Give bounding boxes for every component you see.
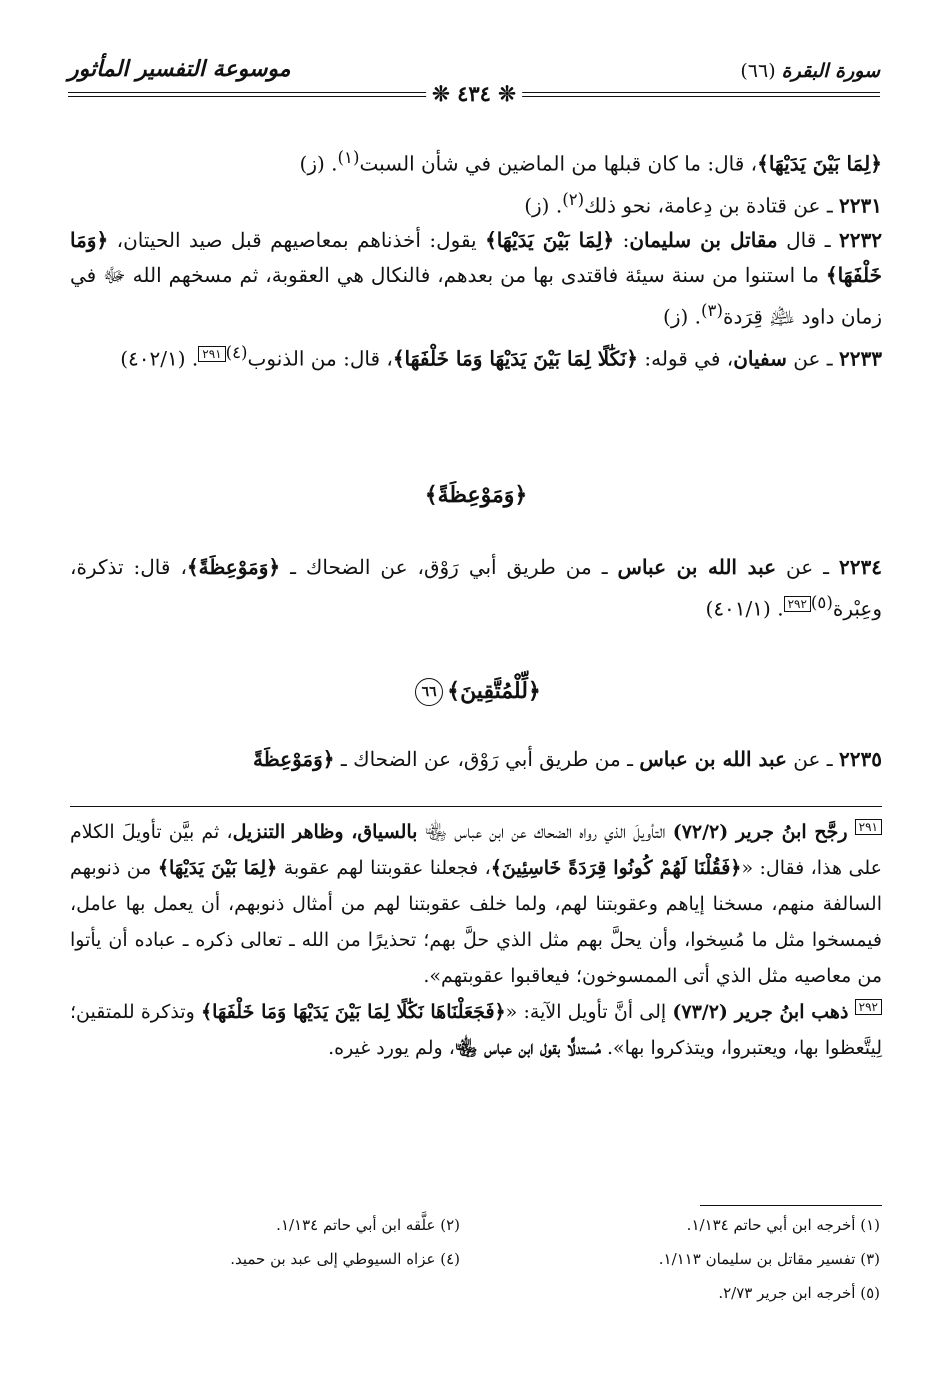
surah-header bbox=[740, 60, 880, 82]
footnote-2: (٢) علَّقه ابن أبي حاتم ١/١٣٤. bbox=[276, 1216, 460, 1234]
footnote-marker: (٥) bbox=[810, 593, 833, 612]
footnote-marker: (١) bbox=[337, 148, 360, 167]
entry-2232: ٢٢٣٢ ـ قال مقاتل بن سليمان: ﴿لِمَا بَيْنَ يَدَيْهَا﴾ يقول: أخذناهم بمعاصيهم قبل صيد الحيتان، ﴿وَمَا خَلْفَهَا﴾ ما استنوا من سنة سيئة فاقتدى بها من بعدهم، فالنكال هي العقوبة، ثم مسخهم الله ﷻ في زمان داود ﵇ قِرَدة$^{(٣)}$. (ز) bbox=[70, 228, 882, 329]
page-header bbox=[68, 56, 880, 116]
section-heading: ﴿وَمَوْعِظَةً﴾ bbox=[424, 482, 528, 508]
quran-quote: ﴿لِمَا بَيْنَ يَدَيْهَا﴾ bbox=[485, 228, 615, 253]
footnote-3: (٣) تفسير مقاتل بن سليمان ١/١١٣. bbox=[658, 1250, 880, 1268]
page-number: ❊ ٤٣٤ ❊ bbox=[426, 81, 522, 106]
book-title: موسوعة التفسير المأثور bbox=[68, 56, 291, 82]
footnote-1: (١) أخرجه ابن أبي حاتم ١/١٣٤. bbox=[686, 1216, 880, 1234]
entry-2235: ٢٢٣٥ ـ عن عبد الله بن عباس ـ من طريق أبي رَوْق، عن الضحاك ـ ﴿وَمَوْعِظَةً bbox=[253, 747, 882, 771]
footnotes-rule bbox=[700, 1205, 882, 1206]
entries-top bbox=[70, 140, 882, 377]
entry-2233: ٢٢٣٣ ـ عن سفيان، في قوله: ﴿نَكَٰلًا لِمَا بَيْنَ يَدَيْهَا وَمَا خَلْفَهَا﴾، قال: من الذنوب$^{(٤)}$٢٩١. (٤٠٢/١) bbox=[120, 342, 882, 371]
entry-number: ٢٢٣١ bbox=[839, 193, 882, 218]
entry-continued: ﴿لِمَا بَيْنَ يَدَيْهَا﴾، قال: ما كان قبلها من الماضين في شأن السبت$^{(١)}$. (ز) bbox=[299, 148, 882, 176]
verse-number: (٦٦) bbox=[740, 60, 776, 82]
surah-name: سورة البقرة bbox=[781, 60, 880, 82]
note-reference-box: ٢٩٢ bbox=[784, 596, 811, 612]
quran-quote: ﴿وَمَوْعِظَةً bbox=[253, 747, 335, 771]
quran-quote: ﴿لِمَا بَيْنَ يَدَيْهَا﴾ bbox=[757, 151, 882, 176]
footnote-marker: (٣) bbox=[701, 301, 723, 321]
quran-quote: ﴿وَمَوْعِظَةً﴾ bbox=[186, 555, 281, 579]
quran-quote: ﴿نَكَٰلًا لِمَا بَيْنَ يَدَيْهَا وَمَا خَلْفَهَا﴾ bbox=[392, 346, 639, 371]
editor-notes bbox=[70, 814, 882, 1066]
entry-number: ٢٢٣٥ bbox=[839, 747, 882, 771]
entry-number: ٢٢٣٣ bbox=[839, 346, 882, 371]
quran-quote: ﴿وَمَا خَلْفَهَا﴾ bbox=[70, 228, 882, 288]
footnote-marker: (٢) bbox=[562, 189, 585, 209]
notes-separator bbox=[70, 806, 882, 807]
footnote-5: (٥) أخرجه ابن جرير ٢/٧٣. bbox=[718, 1284, 880, 1302]
verse-number-icon: ٦٦ bbox=[415, 678, 443, 706]
narrator-name: سفيان bbox=[733, 346, 787, 371]
narrator-name: مقاتل بن سليمان bbox=[629, 228, 778, 253]
section-heading-2: ﴿لِّلْمُتَّقِينَ﴾٦٦ bbox=[70, 678, 882, 706]
note-reference-box: ٢٩١ bbox=[198, 346, 225, 362]
narrator-name: عبد الله بن عباس bbox=[639, 747, 787, 771]
quran-quote: ﴿لِمَا بَيْنَ يَدَيْهَا﴾ bbox=[157, 857, 278, 879]
entry-2234: ٢٢٣٤ ـ عن عبد الله بن عباس ـ من طريق أبي رَوْق، عن الضحاك ـ ﴿وَمَوْعِظَةً﴾، قال: تذكرة، وعِبْرة$^{(٥)}$٢٩٢. (٤٠١/١) bbox=[70, 555, 882, 621]
note-292: ٢٩٢ ذهب ابنُ جرير (٧٣/٢) إلى أنَّ تأويل الآية: «﴿فَجَعَلْنَاهَا نَكَٰلًا لِمَا بَيْنَ يَدَيْهَا وَمَا خَلْفَهَا﴾ وتذكرة للمتقين؛ لِيتَّعظوا بها، ويعتبروا، ويتذكروا بها». مُستدلًّا بقول ابن عباس ﵄، ولم يورد غيره. bbox=[70, 999, 882, 1059]
footnote-4: (٤) عزاه السيوطي إلى عبد بن حميد. bbox=[230, 1250, 460, 1268]
note-reference-box: ٢٩٢ bbox=[855, 999, 882, 1015]
footnote-marker: (٤) bbox=[225, 342, 248, 362]
entry-2231: ٢٢٣١ ـ عن قتادة بن دِعامة، نحو ذلك$^{(٢)}$. (ز) bbox=[524, 189, 882, 218]
quran-quote: ﴿فَجَعَلْنَاهَا نَكَٰلًا لِمَا بَيْنَ يَدَيْهَا وَمَا خَلْفَهَا﴾ bbox=[200, 1001, 506, 1023]
entry-number: ٢٢٣٢ bbox=[839, 228, 882, 253]
entry-number: ٢٢٣٤ bbox=[839, 555, 882, 579]
quran-quote: ﴿فَقُلْنَا لَهُمْ كُونُوا قِرَدَةً خَاسِئِينَ﴾ bbox=[490, 857, 742, 879]
note-291: ٢٩١ رجَّح ابنُ جرير (٧٢/٢) التأويلَ الذي رواه الضحاك عن ابن عباس ﵄ بالسياق، وظاهر التنزيل، ثم بيَّن تأويلَ الكلام على هذا، فقال: «﴿فَقُلْنَا لَهُمْ كُونُوا قِرَدَةً خَاسِئِينَ﴾، فجعلنا عقوبتنا لهم عقوبة ﴿لِمَا بَيْنَ يَدَيْهَا﴾ من ذنوبهم السالفة منهم، مسخنا إياهم وعقوبتنا لهم، ولما خلف عقوبتنا لهم من أمثال ذنوبهم، أن يعمل بها عامل، فيمسخوا مثل ما مُسِخوا، وأن يحلَّ بهم مثل الذي حلَّ بهم؛ تحذيرًا من الله ـ تعالى ذكره ـ عباده أن يأتوا من معاصيه مثل الذي أتى الممسوخون؛ فيعاقبوا عقوبتهم». bbox=[70, 819, 882, 987]
note-reference-box: ٢٩١ bbox=[855, 819, 882, 835]
narrator-name: عبد الله بن عباس bbox=[617, 555, 777, 579]
